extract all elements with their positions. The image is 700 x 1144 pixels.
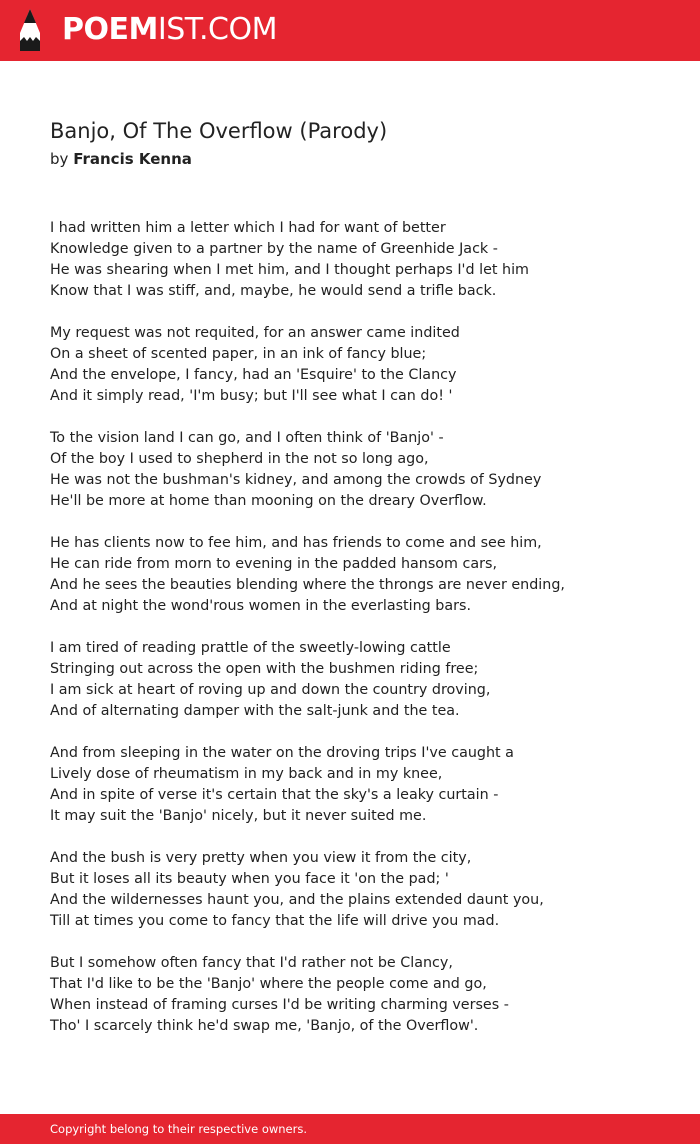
site-header	[0, 0, 700, 61]
poem-line: He'll be more at home than mooning on the dreary Overflow.	[50, 493, 487, 509]
stanza	[50, 848, 670, 932]
poem-line: And from sleeping in the water on the droving trips I've caught a	[50, 745, 514, 761]
poem-line: Of the boy I used to shepherd in the not so long ago,	[50, 451, 429, 467]
poem-line: Know that I was stiff, and, maybe, he would send a trifle back.	[50, 283, 497, 299]
by-label: by	[50, 150, 69, 168]
copyright-notice: Copyright belong to their respective owners.	[50, 1122, 308, 1136]
poem-line: He was not the bushman's kidney, and among the crowds of Sydney	[50, 472, 542, 488]
stanza	[50, 953, 670, 1037]
stanza	[50, 218, 670, 302]
poem-line: And the bush is very pretty when you view it from the city,	[50, 850, 472, 866]
poem-line: Tho' I scarcely think he'd swap me, 'Banjo, of the Overflow'.	[50, 1018, 479, 1034]
poem-line: When instead of framing curses I'd be writing charming verses -	[50, 997, 509, 1013]
pen-nib-icon	[16, 9, 44, 53]
poem-line: And the wildernesses haunt you, and the plains extended daunt you,	[50, 892, 544, 908]
poem-line: I am sick at heart of roving up and down the country droving,	[50, 682, 491, 698]
poem-line: And it simply read, 'I'm busy; but I'll see what I can do! '	[50, 388, 453, 404]
poem-line: But it loses all its beauty when you face it 'on the pad; '	[50, 871, 449, 887]
stanza	[50, 533, 670, 617]
brand-bold-text: POEM	[62, 12, 158, 47]
poem-line: Knowledge given to a partner by the name of Greenhide Jack -	[50, 241, 498, 257]
poem-line: Lively dose of rheumatism in my back and in my knee,	[50, 766, 443, 782]
poem-line: He can ride from morn to evening in the padded hansom cars,	[50, 556, 498, 572]
poem-body	[50, 218, 670, 1058]
poem-line: And the envelope, I fancy, had an 'Esquire' to the Clancy	[50, 367, 457, 383]
poem-line: Stringing out across the open with the bushmen riding free;	[50, 661, 479, 677]
stanza	[50, 638, 670, 722]
stanza	[50, 743, 670, 827]
stanza	[50, 323, 670, 407]
poem-line: On a sheet of scented paper, in an ink of fancy blue;	[50, 346, 427, 362]
poem-line: It may suit the 'Banjo' nicely, but it never suited me.	[50, 808, 427, 824]
author-name: Francis Kenna	[73, 150, 192, 168]
site-logo-text[interactable]	[62, 13, 277, 47]
brand-rest-text: IST.COM	[157, 12, 277, 47]
poem-line: But I somehow often fancy that I'd rather not be Clancy,	[50, 955, 453, 971]
poem-line: I had written him a letter which I had for want of better	[50, 220, 446, 236]
poem-line: And in spite of verse it's certain that the sky's a leaky curtain -	[50, 787, 499, 803]
poem-line: My request was not requited, for an answer came indited	[50, 325, 460, 341]
poem-line: I am tired of reading prattle of the sweetly-lowing cattle	[50, 640, 451, 656]
poem-line: And of alternating damper with the salt-junk and the tea.	[50, 703, 460, 719]
site-footer	[0, 1114, 700, 1144]
poem-line: And at night the wond'rous women in the everlasting bars.	[50, 598, 472, 614]
poem-line: He was shearing when I met him, and I thought perhaps I'd let him	[50, 262, 529, 278]
poem-line: And he sees the beauties blending where the throngs are never ending,	[50, 577, 565, 593]
poem-title: Banjo, Of The Overflow (Parody)	[50, 119, 388, 143]
byline	[50, 148, 192, 170]
poem-line: That I'd like to be the 'Banjo' where the people come and go,	[50, 976, 487, 992]
poem-line: To the vision land I can go, and I often think of 'Banjo' -	[50, 430, 444, 446]
poem-line: Till at times you come to fancy that the life will drive you mad.	[50, 913, 500, 929]
stanza	[50, 428, 670, 512]
poem-line: He has clients now to fee him, and has friends to come and see him,	[50, 535, 542, 551]
